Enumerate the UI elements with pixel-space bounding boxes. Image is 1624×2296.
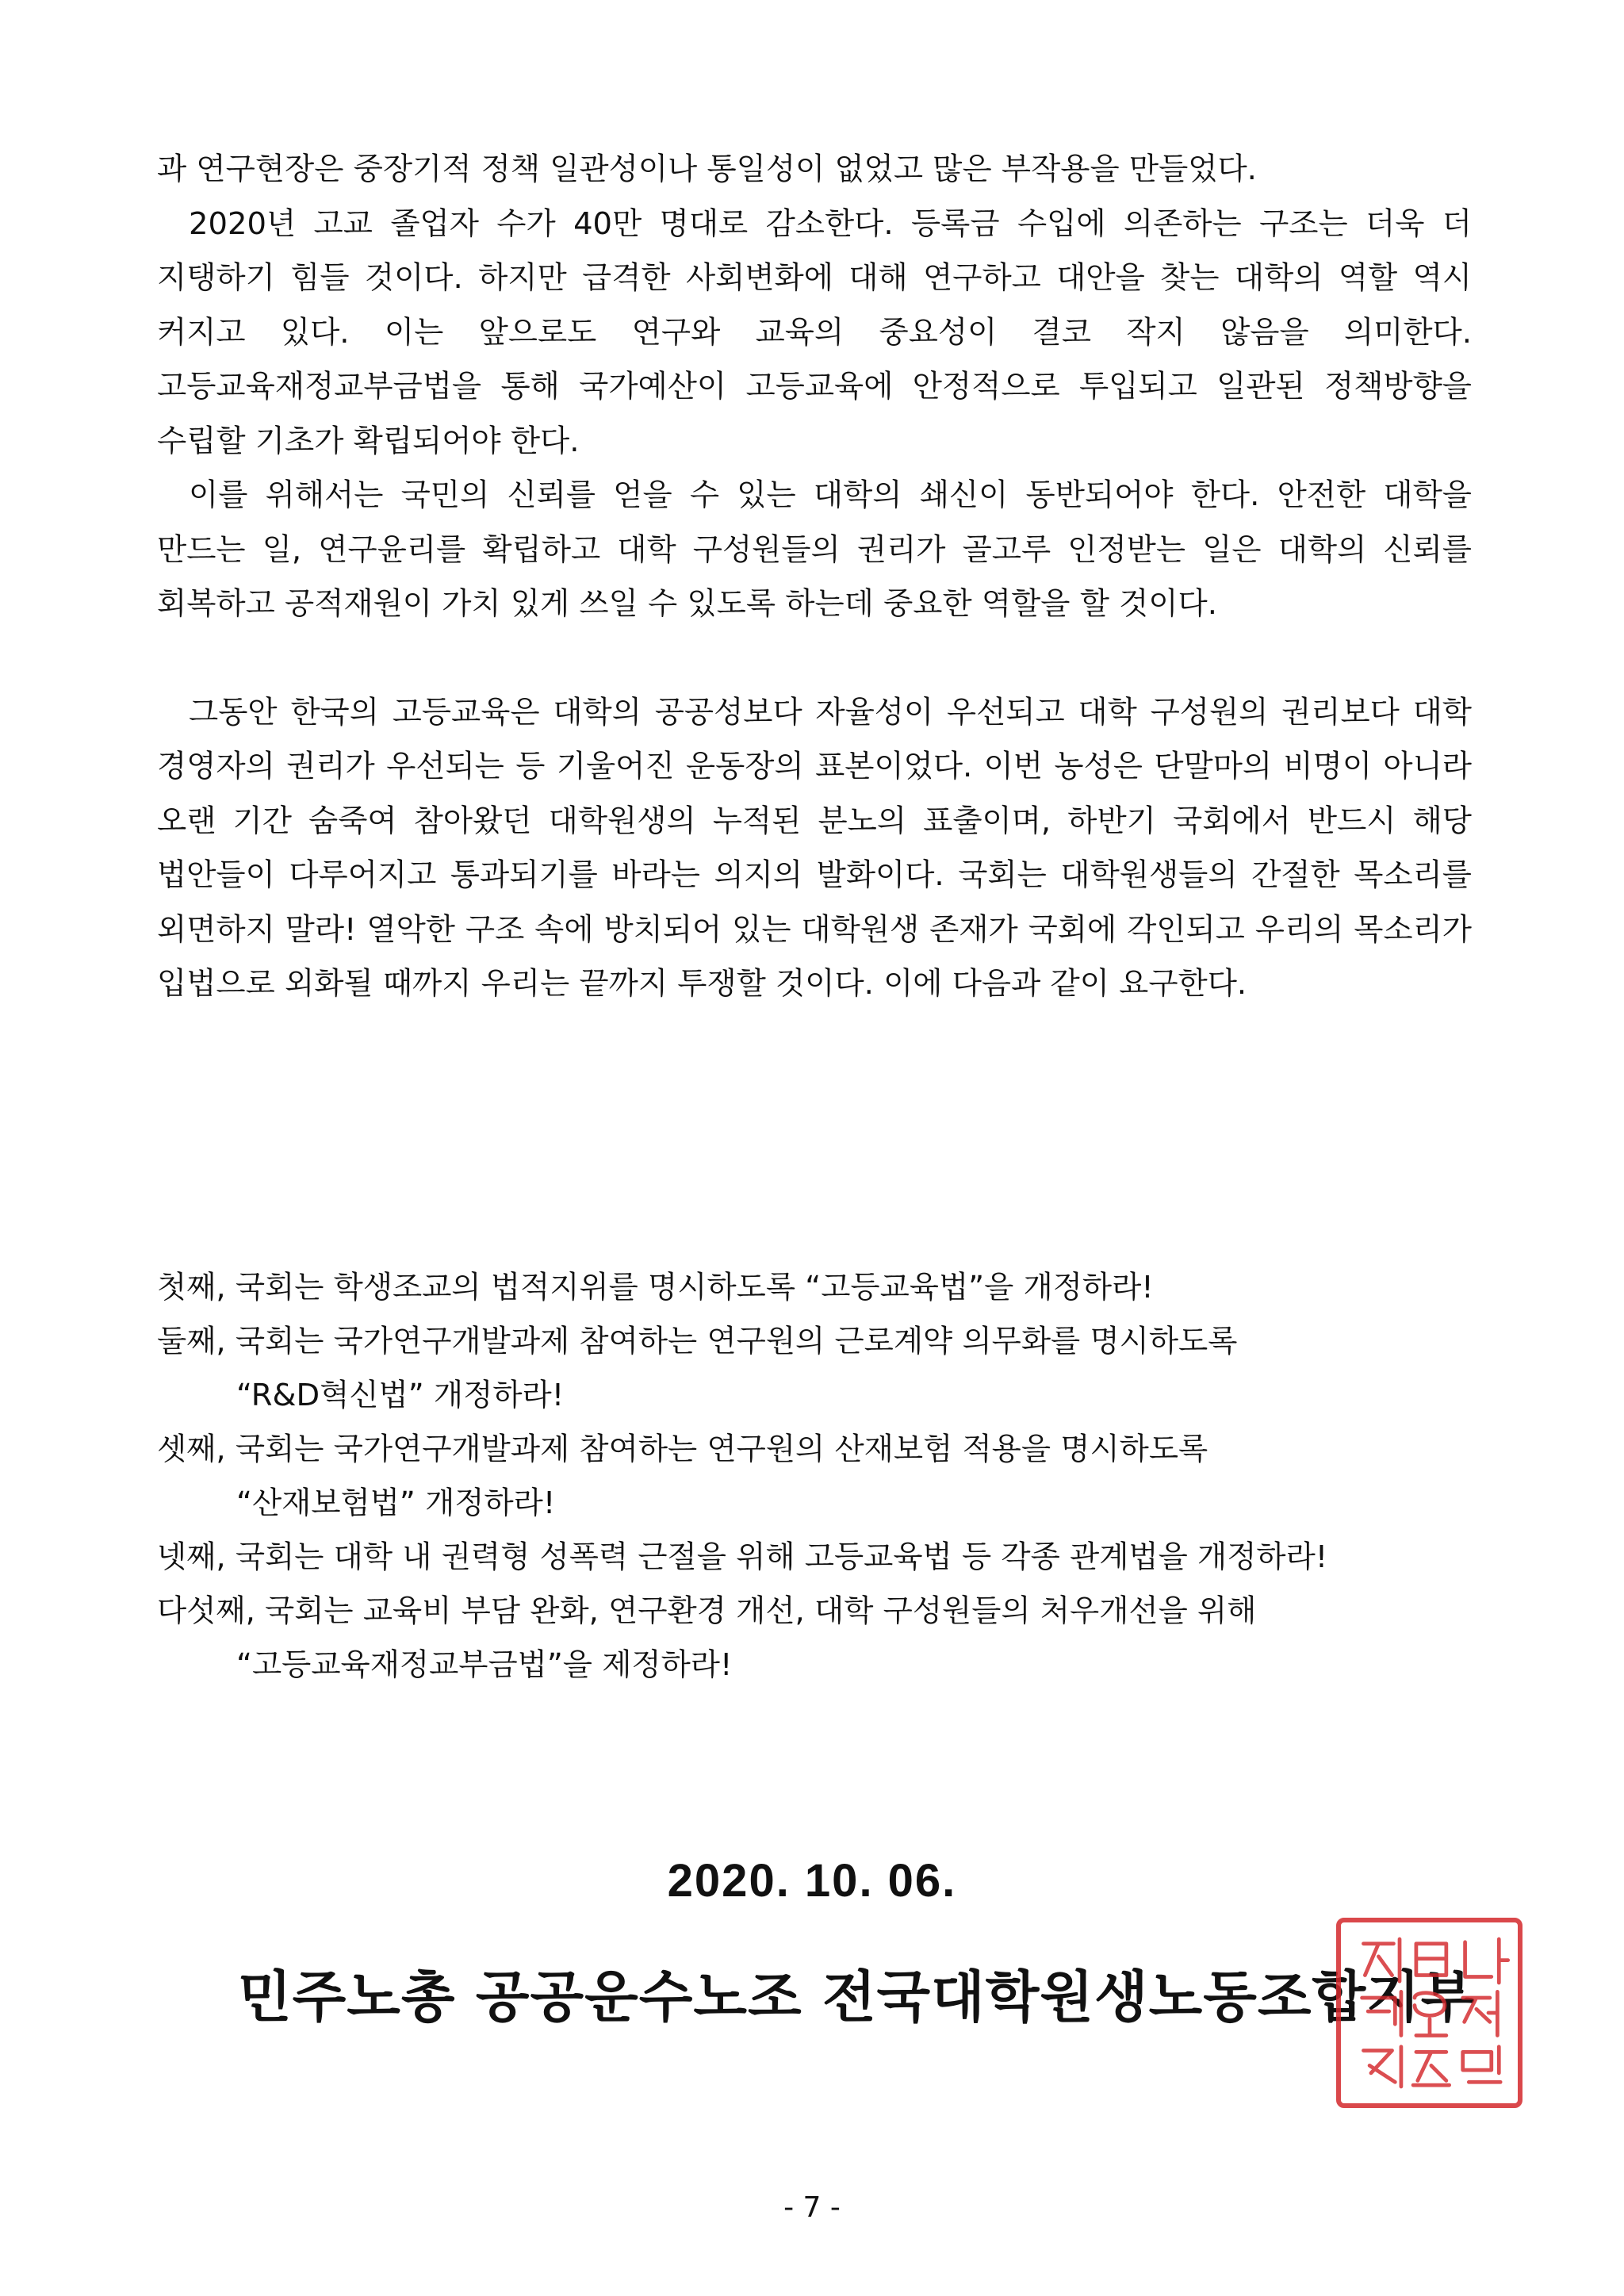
demand-item-continuation: “산재보험법” 개정하라! — [236, 1485, 556, 1521]
organization-signature: 민주노총 공공운수노조 전국대학원생노동조합지부 — [238, 1964, 1476, 2030]
statement-date: 2020. 10. 06. — [667, 1855, 957, 1907]
demand-item: 셋째, 국회는 국가연구개발과제 참여하는 연구원의 산재보험 적용을 명시하도록 — [157, 1432, 1208, 1467]
demand-item-continuation: “고등교육재정교부금법”을 제정하라! — [236, 1647, 733, 1683]
paragraph-gap — [157, 632, 1472, 686]
paragraph: 2020년 고교 졸업자 수가 40만 명대로 감소한다. 등록금 수입에 의존하는 구조는 더욱 더 지탱하기 힘들 것이다. 하지만 급격한 사회변화에 대해 연구하고 대안을 찾는 대학의 역할 역시 커지고 있다. 이는 앞으로도 연구와 교육의 중요성이 결코 작지 않음을 의미한다. 고등교육재정교부금법을 통해 국가예산이 고등교육에 안정적으로 투입되고 일관된 정책방향을 수립할 기초가 확립되어야 한다. — [157, 205, 1472, 459]
paragraph: 이를 위해서는 국민의 신뢰를 얻을 수 있는 대학의 쇄신이 동반되어야 한다. 안전한 대학을 만드는 일, 연구윤리를 확립하고 대학 구성원들의 권리가 골고루 인정받는 일은 대학의 신뢰를 회복하고 공적재원이 가치 있게 쓰일 수 있도록 하는데 중요한 역할을 할 것이다. — [157, 477, 1472, 622]
demand-item: 넷째, 국회는 대학 내 권력형 성폭력 근절을 위해 고등교육법 등 각종 관계법을 개정하라! — [157, 1539, 1328, 1575]
demand-item: 첫째, 국회는 학생조교의 법적지위를 명시하도록 “고등교육법”을 개정하라! — [157, 1270, 1154, 1305]
union-seal-icon — [1336, 1918, 1522, 2108]
statement-body — [157, 143, 1472, 1012]
demand-item-continuation: “R&D혁신법” 개정하라! — [236, 1378, 565, 1413]
demand-item: 둘째, 국회는 국가연구개발과제 참여하는 연구원의 근로계약 의무화를 명시하도록 — [157, 1324, 1238, 1359]
page-number: - 7 - — [783, 2191, 841, 2224]
demand-list — [157, 1261, 1521, 1692]
demand-item: 다섯째, 국회는 교육비 부담 완화, 연구환경 개선, 대학 구성원들의 처우개선을 위해 — [157, 1593, 1257, 1629]
paragraph: 그동안 한국의 고등교육은 대학의 공공성보다 자율성이 우선되고 대학 구성원의 권리보다 대학 경영자의 권리가 우선되는 등 기울어진 운동장의 표본이었다. 이번 농성은 단말마의 비명이 아니라 오랜 기간 숨죽여 참아왔던 대학원생의 누적된 분노의 표출이며, 하반기 국회에서 반드시 해당 법안들이 다루어지고 통과되기를 바라는 의지의 발화이다. 국회는 대학원생들의 간절한 목소리를 외면하지 말라! 열악한 구조 속에 방치되어 있는 대학원생 존재가 국회에 각인되고 우리의 목소리가 입법으로 외화될 때까지 우리는 끝까지 투쟁할 것이다. 이에 다음과 같이 요구한다. — [157, 694, 1472, 1002]
paragraph: 과 연구현장은 중장기적 정책 일관성이나 통일성이 없었고 많은 부작용을 만들었다. — [157, 151, 1257, 187]
